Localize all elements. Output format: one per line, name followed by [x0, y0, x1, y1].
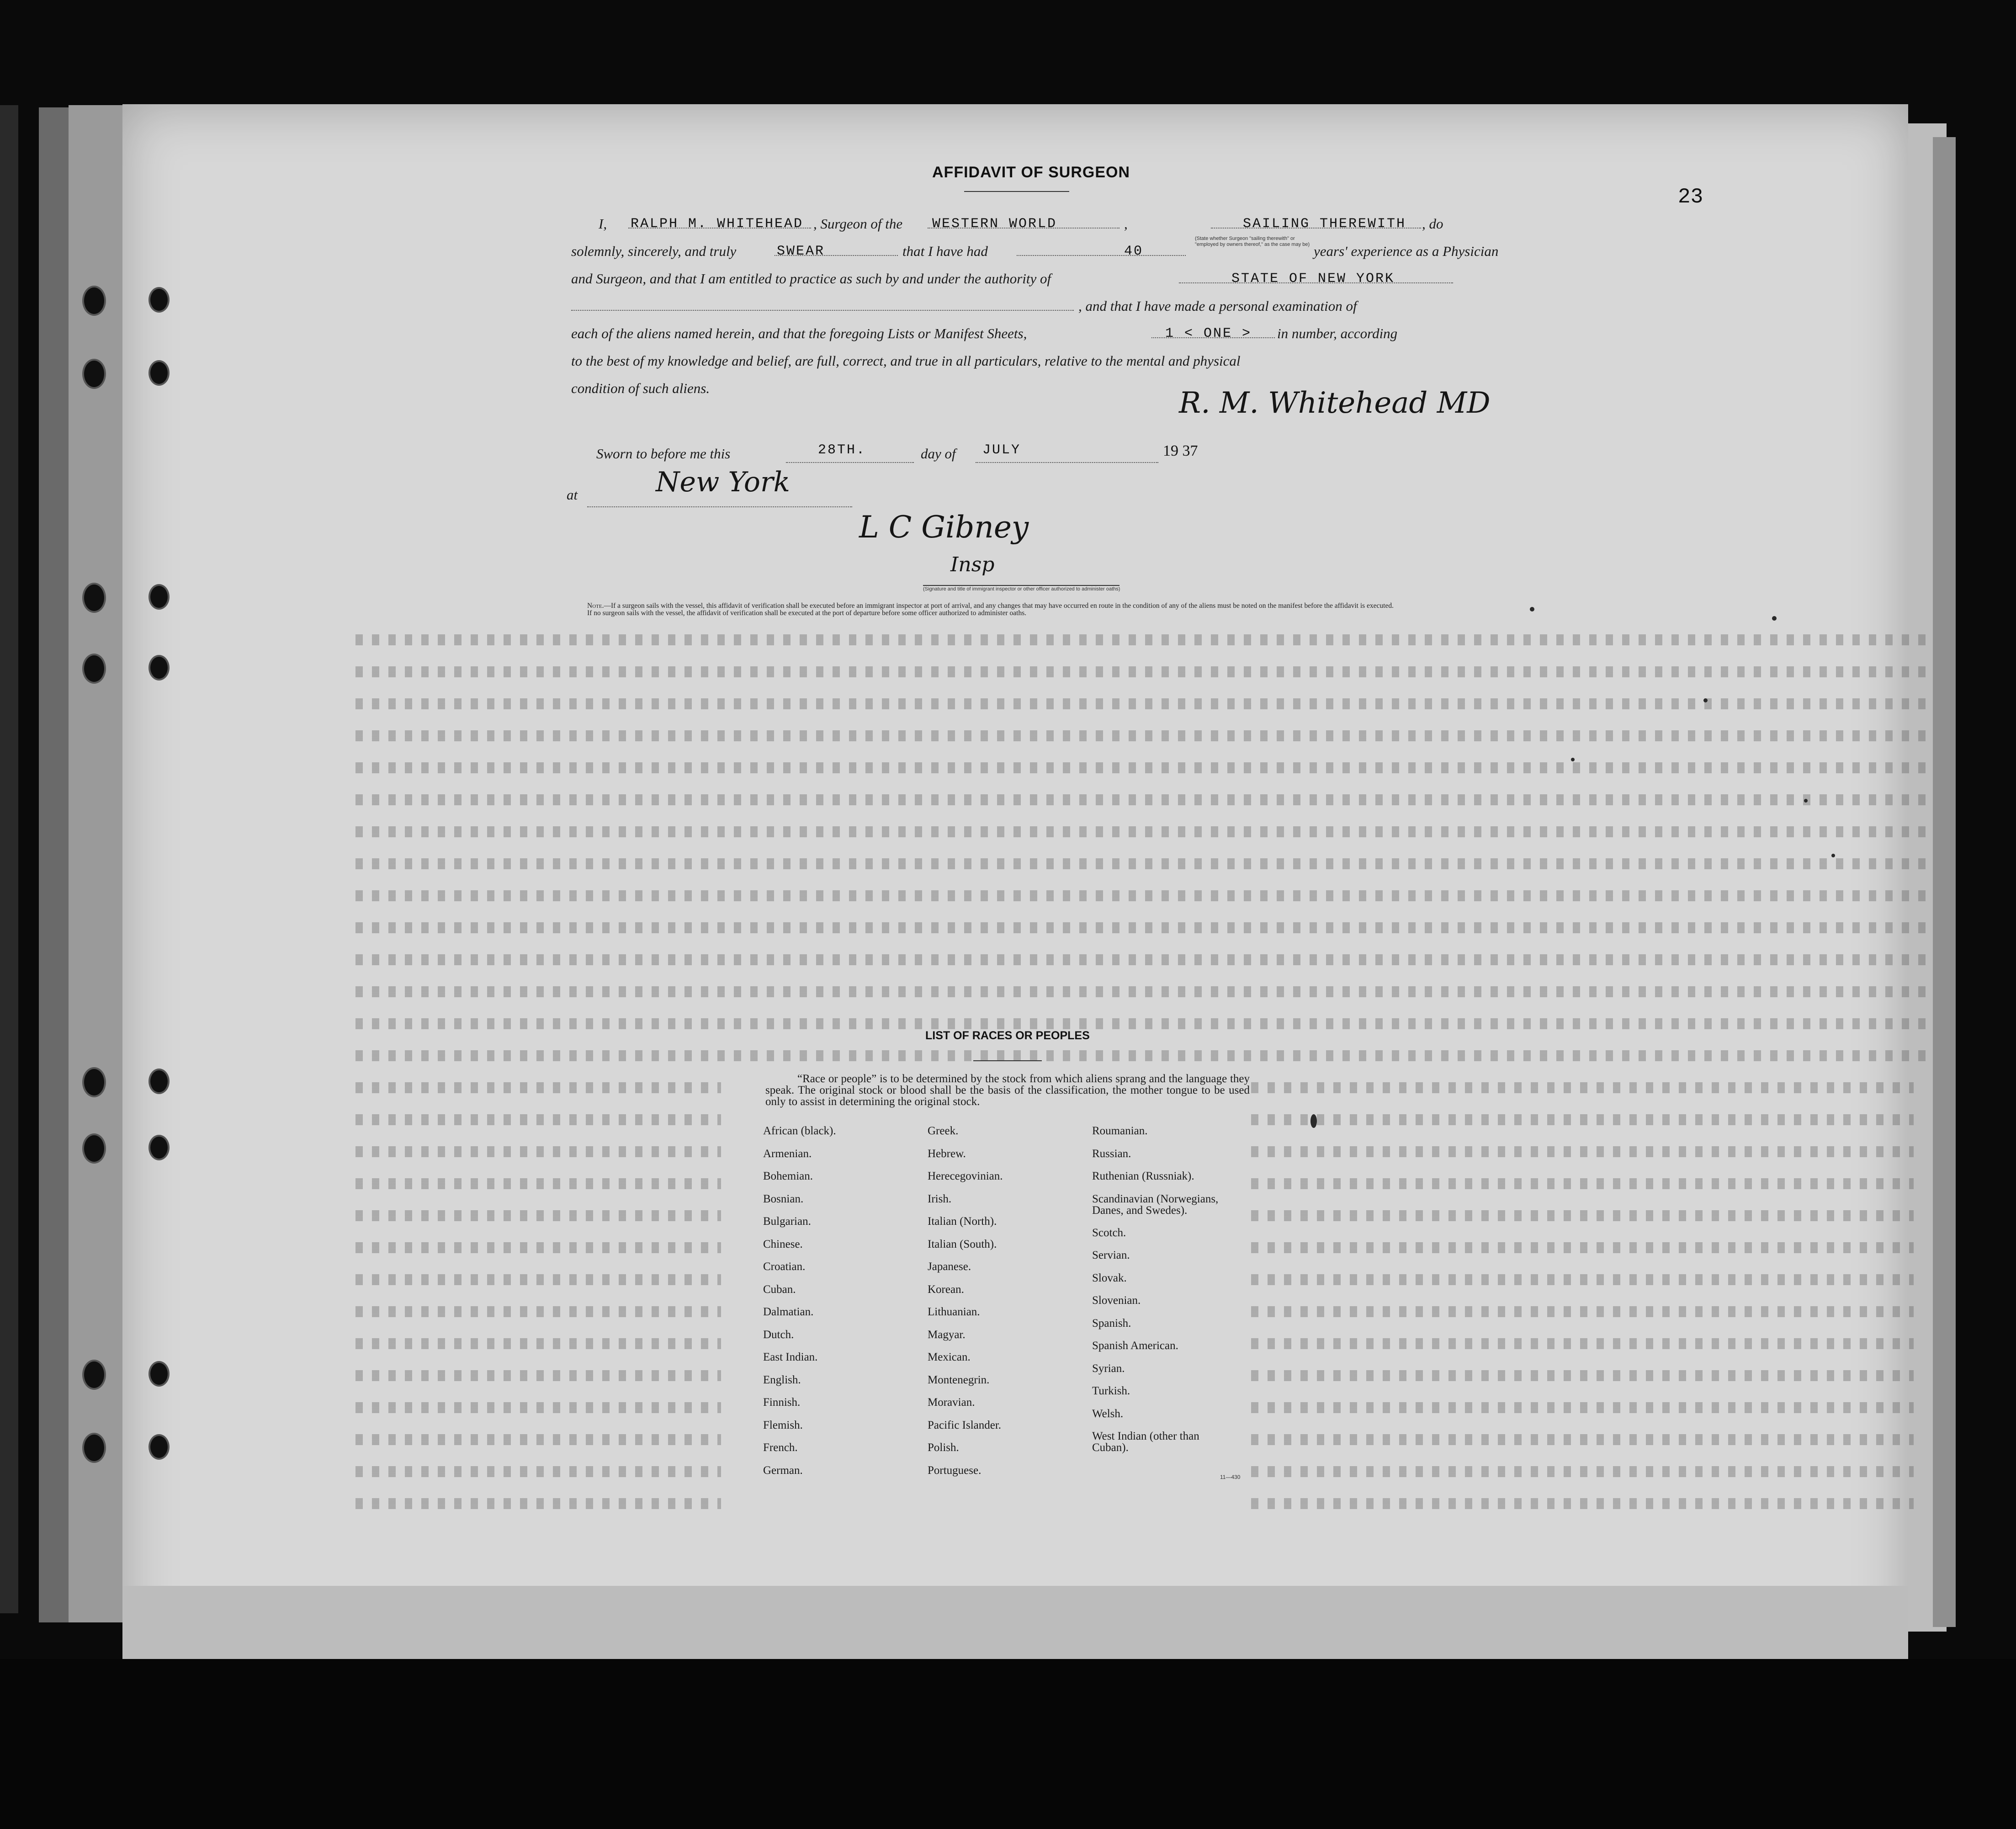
- sworn-year: 19 37: [1163, 442, 1198, 459]
- race-item: Scotch.: [1092, 1226, 1126, 1239]
- race-item: Irish.: [928, 1192, 952, 1205]
- binder-hole: [82, 1433, 106, 1463]
- inspector-signature: L C Gibney: [859, 510, 1029, 545]
- race-item: Italian (North).: [928, 1215, 997, 1228]
- status-note: (State whether Surgeon "sailing therewith" or "employed by owners thereof," as the case may be): [1195, 236, 1310, 247]
- races-title: LIST OF RACES OR PEOPLES: [925, 1029, 1090, 1042]
- race-item: Italian (South).: [928, 1238, 997, 1250]
- races-column-1: [763, 1125, 836, 1487]
- signature-rule: [923, 585, 1119, 586]
- races-intro-text: “Race or people” is to be determined by the stock from which aliens sprang and the language they speak. The original stock or blood shall be the basis of the classification, the mother tongue to be used only to assist in determining the original stock.: [765, 1073, 1250, 1108]
- text-sworn: Sworn to before me this: [596, 446, 731, 462]
- text-solemnly: solemnly, sincerely, and truly: [571, 243, 737, 259]
- bleed-through-ledger: [337, 621, 1959, 1603]
- race-item: English.: [763, 1373, 801, 1386]
- race-item: Scandinavian (Norwegians, Danes, and Swedes).: [1092, 1192, 1219, 1217]
- race-item: Montenegrin.: [928, 1373, 990, 1386]
- sworn-day: 28TH.: [818, 442, 866, 458]
- note-label: Note.: [587, 602, 604, 610]
- surgeon-signature: R. M. Whitehead MD: [1179, 386, 1491, 420]
- race-item: Portuguese.: [928, 1464, 981, 1477]
- binder-hole: [149, 360, 170, 386]
- text-at: at: [567, 487, 578, 503]
- race-item: Pacific Islander.: [928, 1419, 1002, 1431]
- left-page-edge: [0, 105, 18, 1613]
- races-column-2: [928, 1125, 1003, 1487]
- text-each-of: each of the aliens named herein, and that the foregoing Lists or Manifest Sheets,: [571, 325, 1027, 341]
- vessel-name: WESTERN WORLD: [932, 216, 1057, 232]
- ink-speck: [1310, 1114, 1317, 1128]
- race-item: French.: [763, 1441, 798, 1454]
- race-item: African (black).: [763, 1125, 836, 1137]
- ink-speck: [1703, 698, 1708, 702]
- title-rule: [964, 191, 1069, 192]
- ink-speck: [1772, 616, 1777, 621]
- note-paragraph-1: —If a surgeon sails with the vessel, this affidavit of verification shall be executed before an immigrant inspector at port of arrival, and any changes that may have occurred en route in the condition of any of the aliens must be noted on the manifest before the affidavit is executed.: [604, 602, 1394, 610]
- race-item: Moravian.: [928, 1396, 975, 1409]
- race-item: Finnish.: [763, 1396, 801, 1409]
- race-item: Cuban.: [763, 1283, 796, 1296]
- race-item: Slovak.: [1092, 1271, 1127, 1284]
- binder-hole: [82, 359, 106, 389]
- race-item: Greek.: [928, 1125, 959, 1137]
- race-item: Dutch.: [763, 1328, 794, 1341]
- note-paragraph-2: If no surgeon sails with the vessel, the affidavit of verification shall be executed at the port of departure before some officer authorized to administer oaths.: [587, 609, 1027, 617]
- affidavit-line-5: [571, 320, 1453, 347]
- text-and-that: , and that I have made a personal examination of: [1078, 298, 1357, 314]
- binder-hole: [149, 655, 170, 681]
- binder-hole: [149, 584, 170, 610]
- race-item: Japanese.: [928, 1260, 971, 1273]
- page-bottom-edge: [122, 1586, 1908, 1659]
- races-intro: [765, 1073, 1250, 1107]
- underlying-page-light: [69, 105, 128, 1622]
- ink-speck: [1831, 854, 1835, 857]
- race-item: Spanish American.: [1092, 1340, 1178, 1352]
- text-and-surgeon: and Surgeon, and that I am entitled to practice as such by and under the authority of: [571, 271, 1051, 287]
- binder-hole: [82, 583, 106, 613]
- race-item: Ruthenian (Russniak).: [1092, 1170, 1194, 1182]
- race-item: Flemish.: [763, 1419, 803, 1431]
- affidavit-body: [571, 210, 1499, 402]
- ink-speck: [1571, 758, 1575, 761]
- binder-hole: [82, 1360, 106, 1390]
- race-item: Bohemian.: [763, 1170, 813, 1182]
- binder-hole: [82, 1133, 106, 1164]
- binder-hole: [82, 286, 106, 316]
- races-rule: [973, 1060, 1042, 1061]
- race-item: Syrian.: [1092, 1362, 1125, 1375]
- race-item: Chinese.: [763, 1238, 803, 1250]
- binder-hole: [149, 1135, 170, 1160]
- race-item: Croatian.: [763, 1260, 806, 1273]
- race-item: Magyar.: [928, 1328, 966, 1341]
- text-do: , do: [1422, 216, 1443, 232]
- scan-bottom-border: [0, 1659, 2016, 1829]
- binder-hole: [82, 1067, 106, 1097]
- race-item: Roumanian.: [1092, 1125, 1148, 1137]
- text-years-experience: years' experience as a Physician: [1314, 243, 1499, 259]
- ink-speck: [1804, 799, 1808, 803]
- affidavit-title: AFFIDAVIT OF SURGEON: [932, 164, 1130, 181]
- race-item: Russian.: [1092, 1147, 1131, 1160]
- page-number: 23: [1678, 185, 1703, 209]
- binder-hole: [82, 654, 106, 684]
- surgeon-name: RALPH M. WHITEHEAD: [631, 216, 804, 232]
- race-item: Herecegovinian.: [928, 1170, 1003, 1182]
- race-item: Bosnian.: [763, 1192, 804, 1205]
- sailing-status: SAILING THEREWITH: [1243, 216, 1406, 232]
- binder-hole: [149, 1361, 170, 1387]
- race-item: Slovenian.: [1092, 1294, 1141, 1307]
- affidavit-line-1: I, RALPH M. WHITEHEAD , Surgeon of the WESTERN WORLD , SAILING THEREWITH , do: [571, 210, 1453, 238]
- inspector-title: Insp: [950, 553, 995, 576]
- affidavit-line-2: [571, 236, 1499, 265]
- text-surgeon-of: , Surgeon of the: [813, 216, 903, 232]
- affidavit-line-4: [571, 292, 1453, 320]
- race-item: Hebrew.: [928, 1147, 966, 1160]
- race-item: Mexican.: [928, 1351, 971, 1363]
- sworn-month: JULY: [982, 442, 1021, 458]
- years-experience: 40: [1124, 244, 1144, 259]
- race-item: Spanish.: [1092, 1317, 1131, 1329]
- race-item: Servian.: [1092, 1249, 1130, 1261]
- race-item: East Indian.: [763, 1351, 818, 1363]
- sworn-place: New York: [656, 466, 790, 498]
- race-item: Turkish.: [1092, 1385, 1130, 1397]
- sheets-count: 1 < ONE >: [1165, 326, 1252, 341]
- race-item: Bulgarian.: [763, 1215, 811, 1228]
- text-in-number: in number, according: [1277, 325, 1398, 341]
- race-item: Armenian.: [763, 1147, 812, 1160]
- form-code: 11—430: [1220, 1474, 1241, 1480]
- text-that-i-have-had: that I have had: [902, 243, 988, 259]
- affidavit-line-6: [571, 347, 1453, 375]
- text-to-the-best: to the best of my knowledge and belief, are full, correct, and true in all particulars, relative to the mental and physical: [571, 353, 1241, 369]
- text-day-of: day of: [921, 446, 956, 462]
- binder-hole: [149, 1434, 170, 1460]
- race-item: Korean.: [928, 1283, 964, 1296]
- binder-hole: [149, 1069, 170, 1094]
- race-item: Polish.: [928, 1441, 959, 1454]
- binder-hole: [149, 287, 170, 313]
- race-item: Dalmatian.: [763, 1306, 814, 1318]
- race-item: Welsh.: [1092, 1407, 1124, 1420]
- ink-speck: [1530, 607, 1534, 611]
- text-i: I,: [599, 216, 607, 232]
- authority: STATE OF NEW YORK: [1231, 271, 1395, 287]
- races-column-3: [1092, 1125, 1247, 1453]
- signature-caption: (Signature and title of immigrant inspector or other officer authorized to administer oaths): [923, 586, 1120, 592]
- affidavit-note: [567, 602, 1448, 617]
- oath-word: SWEAR: [777, 244, 825, 259]
- text-condition: condition of such aliens.: [571, 380, 710, 396]
- race-item: West Indian (other than Cuban).: [1092, 1430, 1199, 1454]
- affidavit-line-3: [571, 265, 1453, 292]
- race-item: Lithuanian.: [928, 1306, 980, 1318]
- race-item: German.: [763, 1464, 803, 1477]
